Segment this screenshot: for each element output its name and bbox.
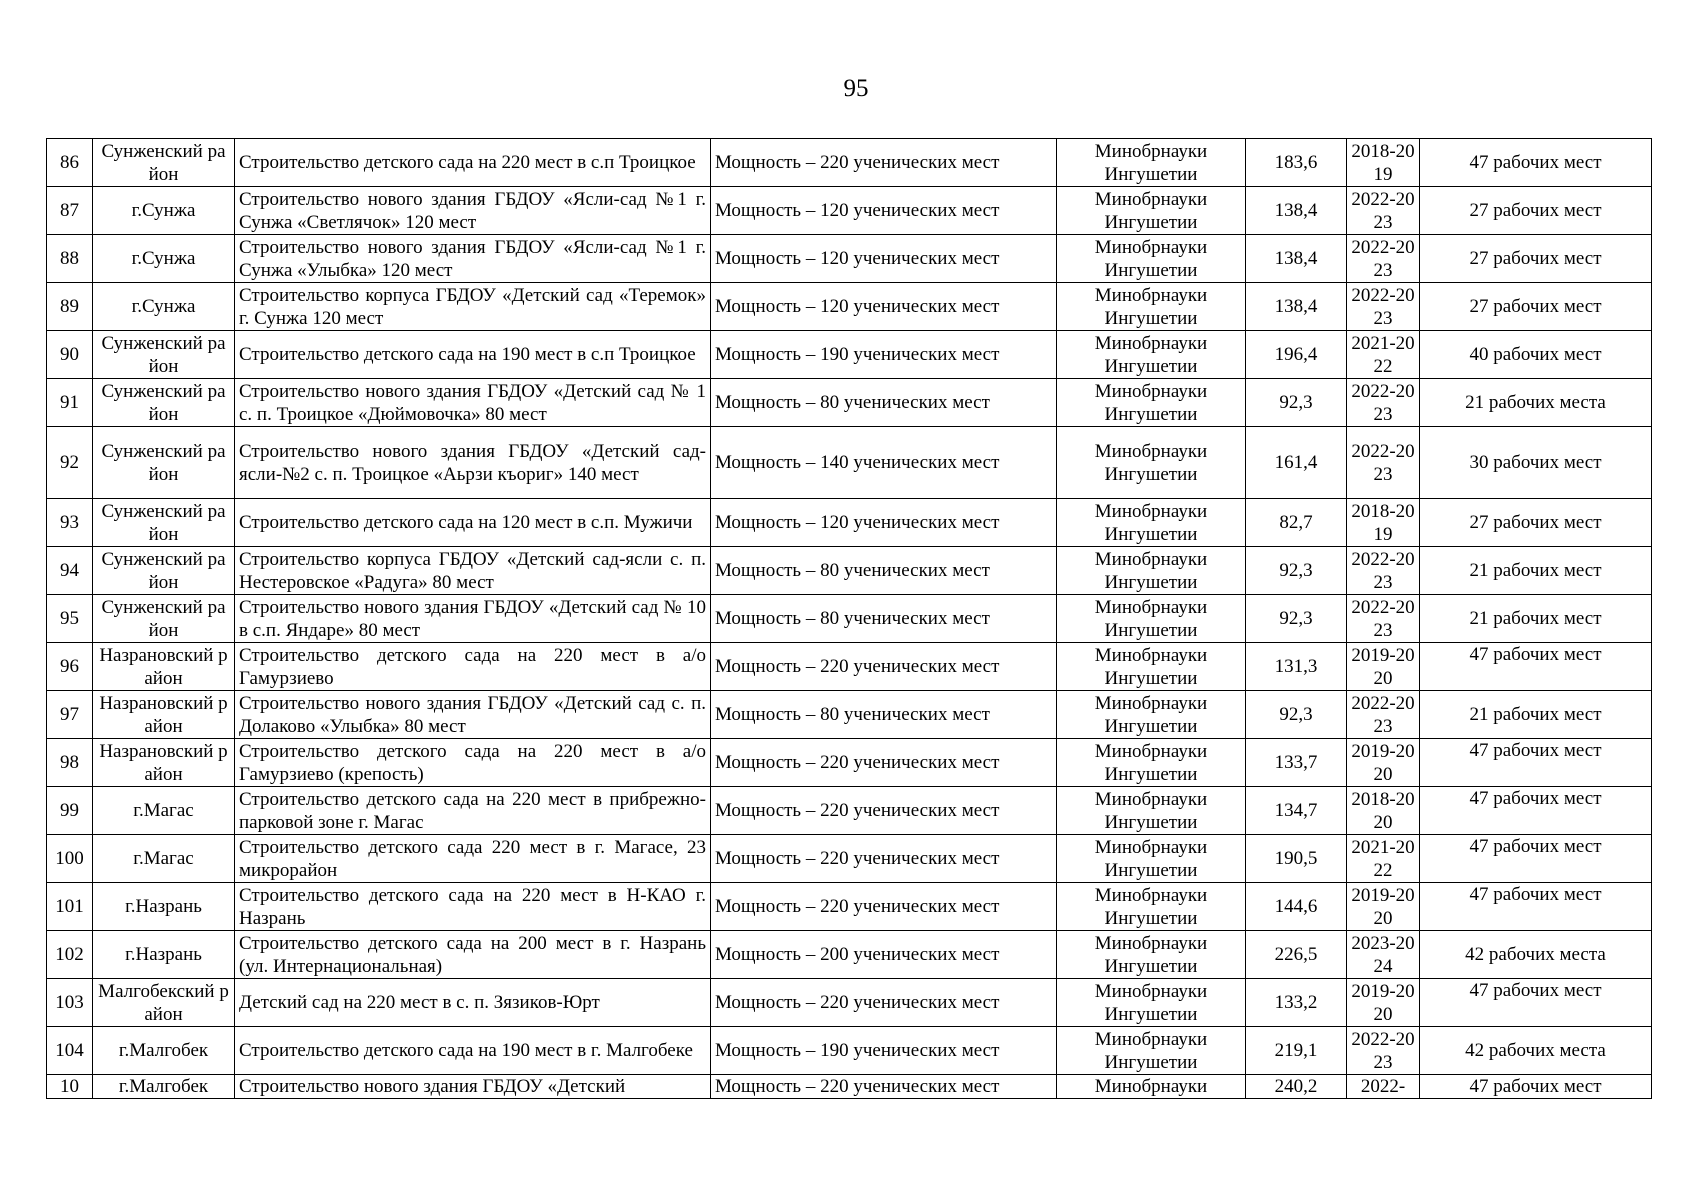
responsible-cell: Минобрнауки Ингушетии	[1057, 595, 1246, 643]
jobs-cell: 42 рабочих места	[1420, 1027, 1652, 1075]
jobs-cell: 47 рабочих мест	[1420, 1075, 1652, 1099]
row-number: 92	[47, 427, 93, 499]
row-number: 101	[47, 883, 93, 931]
location-cell: Малгобекский район	[93, 979, 235, 1027]
description-cell: Строительство нового здания ГБДОУ «Детский сад с. п. Долаково «Улыбка» 80 мест	[235, 691, 711, 739]
location-cell: г.Магас	[93, 787, 235, 835]
capacity-cell: Мощность – 120 ученических мест	[711, 283, 1057, 331]
amount-cell: 133,2	[1246, 979, 1347, 1027]
capacity-cell: Мощность – 190 ученических мест	[711, 331, 1057, 379]
capacity-cell: Мощность – 190 ученических мест	[711, 1027, 1057, 1075]
period-cell: 2022-2023	[1347, 595, 1420, 643]
table-row	[47, 331, 1652, 379]
row-number: 87	[47, 187, 93, 235]
capacity-cell: Мощность – 80 ученических мест	[711, 691, 1057, 739]
amount-cell: 92,3	[1246, 547, 1347, 595]
responsible-cell: Минобрнауки Ингушетии	[1057, 835, 1246, 883]
amount-cell: 131,3	[1246, 643, 1347, 691]
table-row	[47, 499, 1652, 547]
amount-cell: 240,2	[1246, 1075, 1347, 1099]
description-cell: Строительство нового здания ГБДОУ «Детский	[235, 1075, 711, 1099]
description-cell: Строительство детского сада на 120 мест в с.п. Мужичи	[235, 499, 711, 547]
description-cell: Строительство нового здания ГБДОУ «Ясли-сад №1 г. Сунжа «Светлячок» 120 мест	[235, 187, 711, 235]
description-cell: Строительство детского сада на 220 мест в а/о Гамурзиево	[235, 643, 711, 691]
capacity-cell: Мощность – 140 ученических мест	[711, 427, 1057, 499]
page-number: 95	[843, 75, 869, 102]
jobs-cell: 42 рабочих места	[1420, 931, 1652, 979]
period-cell: 2019-2020	[1347, 643, 1420, 691]
responsible-cell: Минобрнауки Ингушетии	[1057, 931, 1246, 979]
jobs-cell: 40 рабочих мест	[1420, 331, 1652, 379]
table-row	[47, 691, 1652, 739]
responsible-cell: Минобрнауки Ингушетии	[1057, 283, 1246, 331]
table-row	[47, 187, 1652, 235]
row-number: 89	[47, 283, 93, 331]
description-cell: Детский сад на 220 мест в с. п. Зязиков-Юрт	[235, 979, 711, 1027]
location-cell: г.Малгобек	[93, 1075, 235, 1099]
amount-cell: 134,7	[1246, 787, 1347, 835]
description-cell: Строительство корпуса ГБДОУ «Детский сад-ясли с. п. Нестеровское «Радуга» 80 мест	[235, 547, 711, 595]
capacity-cell: Мощность – 220 ученических мест	[711, 643, 1057, 691]
capacity-cell: Мощность – 220 ученических мест	[711, 1075, 1057, 1099]
table-row	[47, 235, 1652, 283]
responsible-cell: Минобрнауки Ингушетии	[1057, 187, 1246, 235]
period-cell: 2018-2020	[1347, 787, 1420, 835]
location-cell: Сунженский район	[93, 139, 235, 187]
period-cell: 2022-2023	[1347, 547, 1420, 595]
amount-cell: 133,7	[1246, 739, 1347, 787]
responsible-cell: Минобрнауки Ингушетии	[1057, 883, 1246, 931]
capacity-cell: Мощность – 220 ученических мест	[711, 139, 1057, 187]
row-number: 97	[47, 691, 93, 739]
period-cell: 2022-	[1347, 1075, 1420, 1099]
location-cell: Сунженский район	[93, 595, 235, 643]
jobs-cell: 47 рабочих мест	[1420, 739, 1652, 787]
location-cell: г.Назрань	[93, 931, 235, 979]
capacity-cell: Мощность – 220 ученических мест	[711, 835, 1057, 883]
jobs-cell: 47 рабочих мест	[1420, 139, 1652, 187]
amount-cell: 138,4	[1246, 283, 1347, 331]
period-cell: 2022-2023	[1347, 1027, 1420, 1075]
description-cell: Строительство детского сада на 220 мест в прибрежно-парковой зоне г. Магас	[235, 787, 711, 835]
location-cell: Сунженский район	[93, 499, 235, 547]
responsible-cell: Минобрнауки Ингушетии	[1057, 379, 1246, 427]
jobs-cell: 27 рабочих мест	[1420, 499, 1652, 547]
location-cell: Сунженский район	[93, 547, 235, 595]
period-cell: 2022-2023	[1347, 427, 1420, 499]
responsible-cell: Минобрнауки Ингушетии	[1057, 1027, 1246, 1075]
amount-cell: 92,3	[1246, 379, 1347, 427]
row-number: 103	[47, 979, 93, 1027]
location-cell: Сунженский район	[93, 331, 235, 379]
description-cell: Строительство корпуса ГБДОУ «Детский сад «Теремок» г. Сунжа 120 мест	[235, 283, 711, 331]
description-cell: Строительство детского сада на 190 мест в г. Малгобеке	[235, 1027, 711, 1075]
jobs-cell: 27 рабочих мест	[1420, 283, 1652, 331]
capacity-cell: Мощность – 80 ученических мест	[711, 547, 1057, 595]
row-number: 102	[47, 931, 93, 979]
table-row	[47, 1075, 1652, 1099]
period-cell: 2018-2019	[1347, 499, 1420, 547]
row-number: 100	[47, 835, 93, 883]
responsible-cell: Минобрнауки Ингушетии	[1057, 643, 1246, 691]
row-number: 88	[47, 235, 93, 283]
table-row	[47, 139, 1652, 187]
capacity-cell: Мощность – 120 ученических мест	[711, 235, 1057, 283]
capacity-cell: Мощность – 120 ученических мест	[711, 187, 1057, 235]
description-cell: Строительство детского сада на 220 мест в Н-КАО г. Назрань	[235, 883, 711, 931]
capacity-cell: Мощность – 200 ученических мест	[711, 931, 1057, 979]
amount-cell: 82,7	[1246, 499, 1347, 547]
period-cell: 2019-2020	[1347, 979, 1420, 1027]
row-number: 94	[47, 547, 93, 595]
period-cell: 2022-2023	[1347, 235, 1420, 283]
jobs-cell: 47 рабочих мест	[1420, 883, 1652, 931]
responsible-cell: Минобрнауки Ингушетии	[1057, 979, 1246, 1027]
capacity-cell: Мощность – 220 ученических мест	[711, 787, 1057, 835]
responsible-cell: Минобрнауки Ингушетии	[1057, 547, 1246, 595]
responsible-cell: Минобрнауки Ингушетии	[1057, 739, 1246, 787]
capacity-cell: Мощность – 220 ученических мест	[711, 883, 1057, 931]
table-row	[47, 739, 1652, 787]
responsible-cell: Минобрнауки Ингушетии	[1057, 427, 1246, 499]
capacity-cell: Мощность – 220 ученических мест	[711, 979, 1057, 1027]
location-cell: Назрановский район	[93, 691, 235, 739]
jobs-cell: 47 рабочих мест	[1420, 787, 1652, 835]
period-cell: 2019-2020	[1347, 739, 1420, 787]
jobs-cell: 27 рабочих мест	[1420, 235, 1652, 283]
responsible-cell: Минобрнауки Ингушетии	[1057, 235, 1246, 283]
row-number: 99	[47, 787, 93, 835]
amount-cell: 190,5	[1246, 835, 1347, 883]
responsible-cell: Минобрнауки Ингушетии	[1057, 787, 1246, 835]
capacity-cell: Мощность – 80 ученических мест	[711, 379, 1057, 427]
description-cell: Строительство нового здания ГБДОУ «Детский сад № 1 с. п. Троицкое «Дюймовочка» 80 мест	[235, 379, 711, 427]
period-cell: 2023-2024	[1347, 931, 1420, 979]
location-cell: г.Назрань	[93, 883, 235, 931]
projects-table	[46, 138, 1652, 1099]
jobs-cell: 21 рабочих мест	[1420, 547, 1652, 595]
table-row	[47, 379, 1652, 427]
row-number: 98	[47, 739, 93, 787]
period-cell: 2022-2023	[1347, 187, 1420, 235]
row-number: 104	[47, 1027, 93, 1075]
location-cell: г.Сунжа	[93, 283, 235, 331]
period-cell: 2021-2022	[1347, 331, 1420, 379]
row-number: 90	[47, 331, 93, 379]
description-cell: Строительство детского сада 220 мест в г. Магасе, 23 микрорайон	[235, 835, 711, 883]
location-cell: г.Малгобек	[93, 1027, 235, 1075]
table-row	[47, 979, 1652, 1027]
period-cell: 2019-2020	[1347, 883, 1420, 931]
location-cell: Сунженский район	[93, 427, 235, 499]
amount-cell: 161,4	[1246, 427, 1347, 499]
description-cell: Строительство детского сада на 200 мест в г. Назрань (ул. Интернациональная)	[235, 931, 711, 979]
amount-cell: 138,4	[1246, 187, 1347, 235]
amount-cell: 92,3	[1246, 691, 1347, 739]
table-row	[47, 787, 1652, 835]
period-cell: 2018-2019	[1347, 139, 1420, 187]
table-row	[47, 643, 1652, 691]
period-cell: 2021-2022	[1347, 835, 1420, 883]
period-cell: 2022-2023	[1347, 691, 1420, 739]
description-cell: Строительство нового здания ГБДОУ «Детский сад № 10 в с.п. Яндаре» 80 мест	[235, 595, 711, 643]
location-cell: г.Магас	[93, 835, 235, 883]
row-number: 96	[47, 643, 93, 691]
jobs-cell: 21 рабочих мест	[1420, 691, 1652, 739]
responsible-cell: Минобрнауки Ингушетии	[1057, 691, 1246, 739]
period-cell: 2022-2023	[1347, 283, 1420, 331]
description-cell: Строительство нового здания ГБДОУ «Детский сад- ясли-№2 с. п. Троицкое «Аьрзи къориг» 140 мест	[235, 427, 711, 499]
period-cell: 2022-2023	[1347, 379, 1420, 427]
row-number: 95	[47, 595, 93, 643]
description-cell: Строительство детского сада на 190 мест в с.п Троицкое	[235, 331, 711, 379]
table-row	[47, 835, 1652, 883]
location-cell: Сунженский район	[93, 379, 235, 427]
jobs-cell: 30 рабочих мест	[1420, 427, 1652, 499]
amount-cell: 196,4	[1246, 331, 1347, 379]
table-row	[47, 883, 1652, 931]
location-cell: г.Сунжа	[93, 235, 235, 283]
jobs-cell: 21 рабочих мест	[1420, 595, 1652, 643]
amount-cell: 183,6	[1246, 139, 1347, 187]
capacity-cell: Мощность – 120 ученических мест	[711, 499, 1057, 547]
capacity-cell: Мощность – 220 ученических мест	[711, 739, 1057, 787]
table-row	[47, 283, 1652, 331]
row-number: 86	[47, 139, 93, 187]
row-number: 91	[47, 379, 93, 427]
amount-cell: 92,3	[1246, 595, 1347, 643]
description-cell: Строительство нового здания ГБДОУ «Ясли-сад №1 г. Сунжа «Улыбка» 120 мест	[235, 235, 711, 283]
amount-cell: 138,4	[1246, 235, 1347, 283]
location-cell: г.Сунжа	[93, 187, 235, 235]
table-row	[47, 1027, 1652, 1075]
table-row	[47, 595, 1652, 643]
jobs-cell: 21 рабочих места	[1420, 379, 1652, 427]
jobs-cell: 47 рабочих мест	[1420, 979, 1652, 1027]
amount-cell: 144,6	[1246, 883, 1347, 931]
location-cell: Назрановский район	[93, 643, 235, 691]
responsible-cell: Минобрнауки	[1057, 1075, 1246, 1099]
description-cell: Строительство детского сада на 220 мест в а/о Гамурзиево (крепость)	[235, 739, 711, 787]
amount-cell: 226,5	[1246, 931, 1347, 979]
amount-cell: 219,1	[1246, 1027, 1347, 1075]
jobs-cell: 47 рабочих мест	[1420, 643, 1652, 691]
row-number: 10	[47, 1075, 93, 1099]
table-body	[47, 139, 1652, 1099]
responsible-cell: Минобрнауки Ингушетии	[1057, 139, 1246, 187]
table-row	[47, 931, 1652, 979]
jobs-cell: 27 рабочих мест	[1420, 187, 1652, 235]
capacity-cell: Мощность – 80 ученических мест	[711, 595, 1057, 643]
table-row	[47, 427, 1652, 499]
description-cell: Строительство детского сада на 220 мест в с.п Троицкое	[235, 139, 711, 187]
table-row	[47, 547, 1652, 595]
responsible-cell: Минобрнауки Ингушетии	[1057, 331, 1246, 379]
row-number: 93	[47, 499, 93, 547]
jobs-cell: 47 рабочих мест	[1420, 835, 1652, 883]
responsible-cell: Минобрнауки Ингушетии	[1057, 499, 1246, 547]
location-cell: Назрановский район	[93, 739, 235, 787]
